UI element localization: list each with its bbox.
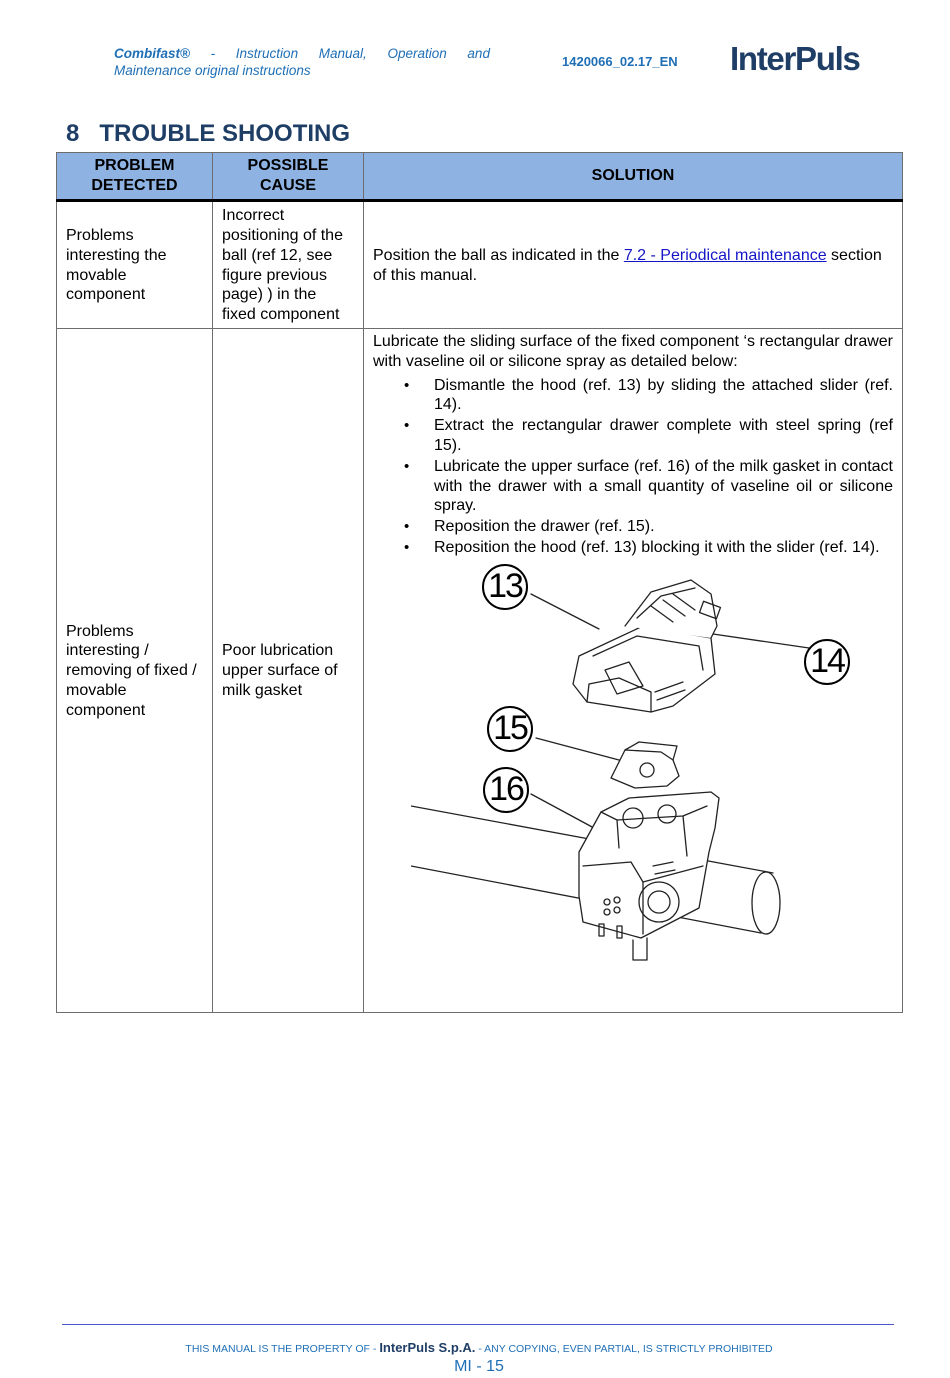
callout-15: 15 <box>487 706 533 752</box>
list-item: • Reposition the hood (ref. 13) blocking it with the slider (ref. 14). <box>404 538 880 556</box>
periodical-maintenance-link[interactable]: 7.2 - Periodical maintenance <box>623 246 827 264</box>
callout-13: 13 <box>482 564 528 610</box>
document-code: 1420066_02.17_EN <box>562 54 678 69</box>
solution-cell <box>364 329 903 1013</box>
page-number: MI - 15 <box>454 1358 504 1375</box>
footer-company: InterPuls S.p.A. <box>379 1340 476 1355</box>
list-item: • Dismantle the hood (ref. 13) by sliding the attached slider (ref. 14). <box>404 376 893 414</box>
trouble-shooting-table <box>56 152 903 1013</box>
product-name: Combifast® <box>114 46 190 61</box>
callout-14: 14 <box>804 639 850 685</box>
header-problem: PROBLEM DETECTED <box>57 153 213 201</box>
header-word-4: and <box>467 46 490 61</box>
brand-logo: InterPuls <box>730 40 860 77</box>
solution-intro: Lubricate the sliding surface of the fixed component ‘s rectangular drawer with vaseline oil or silicone spray as detailed below: <box>373 333 893 370</box>
header-subtitle: Maintenance original instructions <box>114 63 311 78</box>
section-heading <box>66 120 350 148</box>
section-title: TROUBLE SHOOTING <box>99 120 351 147</box>
footer-notice <box>0 1340 950 1355</box>
header-word-1: Instruction <box>235 46 299 61</box>
callout-16: 16 <box>483 767 529 813</box>
header-cause: POSSIBLE CAUSE <box>213 153 364 201</box>
cause-cell: Poor lubrication upper surface of milk gasket <box>213 329 364 1013</box>
header-title <box>114 45 490 79</box>
list-item: • Extract the rectangular drawer complete with steel spring (ref 15). <box>404 417 893 454</box>
header-solution: SOLUTION <box>364 153 903 201</box>
table-row <box>57 329 903 1013</box>
header-word-2: Manual, <box>318 46 367 61</box>
table-header-row <box>57 153 903 201</box>
footer-notice-pre: THIS MANUAL IS THE PROPERTY OF - <box>185 1343 380 1355</box>
table-row <box>57 201 903 329</box>
solution-steps <box>373 376 893 558</box>
cause-cell: Incorrect positioning of the ball (ref 12, see figure previous page) ) in the fixed component <box>213 201 364 329</box>
problem-cell: Problems interesting the movable component <box>57 201 213 329</box>
solution-text-end: section of this manual. <box>373 246 882 284</box>
exploded-view-drawing <box>411 566 831 966</box>
footer-notice-post: - ANY COPYING, EVEN PARTIAL, IS STRICTLY PROHIBITED <box>475 1343 773 1355</box>
header-dash: - <box>210 46 216 61</box>
list-item: • Reposition the drawer (ref. 15). <box>404 518 655 536</box>
problem-cell: Problems interesting / removing of fixed / movable component <box>57 329 213 1013</box>
list-item: • Lubricate the upper surface (ref. 16) of the milk gasket in contact with the drawer with a small quantity of vaseline oil or silicone spray. <box>404 457 893 515</box>
section-number: 8 <box>66 120 80 147</box>
solution-cell <box>364 201 903 329</box>
component-exploded-figure <box>411 566 844 966</box>
header-word-3: Operation <box>387 46 447 61</box>
solution-text: Position the ball as indicated in the <box>373 246 624 264</box>
footer-divider <box>62 1324 894 1325</box>
